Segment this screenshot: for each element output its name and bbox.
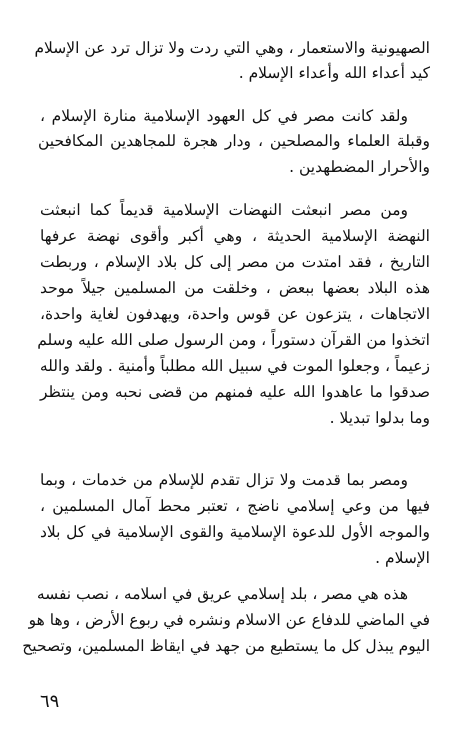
text-line: فيها من وعي إسلامي ناضج ، تعتبر محط آمال المسلمين ، xyxy=(40,497,430,515)
text-line: في الماضي للدفاع عن الاسلام ونشره في ربوع الأرض ، وها هو xyxy=(28,611,430,629)
text-line: التاريخ ، فقد امتدت من مصر إلى كل بلاد الإسلام ، وربطت xyxy=(40,253,430,271)
text-line: صدقوا ما عاهدوا الله عليه فمنهم من قضى نحبه ومن ينتظر xyxy=(40,383,430,401)
text-line: ومصر بما قدمت ولا تزال تقدم للإسلام من خدمات ، وبما xyxy=(40,471,408,489)
text-line: زعيماً ، وجعلوا الموت في سبيل الله مطلباً وأمنية . ولقد والله xyxy=(39,357,430,375)
text-line: اتخذوا من القرآن دستوراً ، ومن الرسول صلى الله عليه وسلم xyxy=(37,331,430,349)
text-line: وما بدلوا تبديلا . xyxy=(329,409,430,427)
text-line: ومن مصر انبعثت النهضات الإسلامية قديماً كما انبعثت xyxy=(40,201,408,219)
text-line: والأحرار المضطهدين . xyxy=(289,158,430,176)
text-line: هذه البلاد بعضها ببعض ، وخلقت من المسلمين جيلاً موحد xyxy=(40,279,430,297)
text-line: هذه هي مصر ، بلد إسلامي عريق في اسلامه ، نصب نفسه xyxy=(36,585,408,603)
page-number: ٦٩ xyxy=(40,691,60,712)
text-line: الاتجاهات ، يتزعون عن قوس واحدة، ويهدفون لغاية واحدة، xyxy=(40,305,430,323)
text-line: الصهيونية والاستعمار ، وهي التي ردت ولا تزال ترد عن الإسلام xyxy=(34,39,430,57)
text-line: وقبلة العلماء والمصلحين ، ودار هجرة للمجاهدين المكافحين xyxy=(38,132,430,150)
text-line: اليوم يبذل كل ما يستطيع من جهد في ايقاظ المسلمين، وتصحيح xyxy=(22,637,430,655)
text-line: النهضة الإسلامية الحديثة ، وهي أكبر وأقوى نهضة عرفها xyxy=(40,227,430,245)
text-line: والموجه الأول للدعوة الإسلامية والقوى الإسلامية في كل بلاد xyxy=(40,523,430,541)
text-line: كيد أعداء الله وأعداء الإسلام . xyxy=(238,64,430,82)
text-line: ولقد كانت مصر في كل العهود الإسلامية منارة الإسلام ، xyxy=(40,107,408,125)
text-line: الإسلام . xyxy=(375,549,430,567)
